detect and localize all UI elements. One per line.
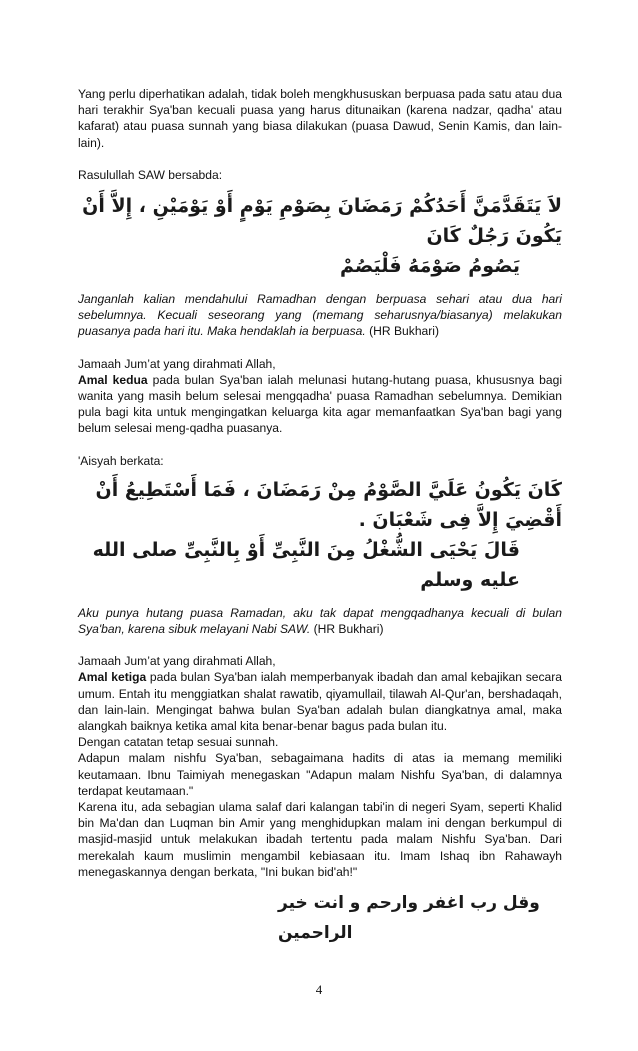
aisyah-intro: 'Aisyah berkata:	[78, 453, 164, 468]
hadith-2-translation	[78, 605, 562, 637]
hadith-1-text: Janganlah kalian mendahului Ramadhan dengan berpuasa sehari atau dua hari sebelumnya. Kecuali seseorang yang (memang seharusnya/biasanya) melakukan puasanya pada hari itu. Maka hendaklah ia berpuasa.	[78, 292, 562, 339]
jamaah-greeting-2: Jamaah Jum’at yang dirahmati Allah,	[78, 654, 276, 669]
arabic-closing-prayer: وقل رب اغفر وارحم و انت خير الراحمين	[278, 893, 540, 944]
arabic-hadith-2-line2: قَالَ يَحْيَى الشُّغْلُ مِنَ النَّبِىِّ أَوْ بِالنَّبِىِّ صلى الله عليه وسلم	[92, 538, 520, 591]
amal-kedua-paragraph	[78, 372, 562, 437]
arabic-hadith-2	[78, 475, 562, 595]
hadith-2-text: Aku punya hutang puasa Ramadan, aku tak dapat mengqadhanya kecuali di bulan Sya'ban, karena sibuk melayani Nabi SAW.	[78, 605, 562, 637]
hadith-1-source: (HR Bukhari)	[365, 324, 440, 339]
hadith-2-source: (HR Bukhari)	[310, 622, 384, 637]
rasul-intro: Rasulullah SAW bersabda:	[78, 167, 223, 182]
arabic-hadith-1	[78, 191, 562, 281]
hadith-1-translation	[78, 291, 562, 340]
arabic-hadith-1-line1: لاَ يَتَقَدَّمَنَّ أَحَدُكُمْ رَمَضَانَ بِصَوْمِ يَوْمٍ أَوْ يَوْمَيْنِ ، إِلاَّ أَنْ يَكُونَ رَجُلٌ كَانَ	[82, 195, 562, 248]
document-page	[78, 86, 562, 948]
amal-ketiga-label: Amal ketiga	[78, 670, 147, 685]
amal-kedua-label: Amal kedua	[78, 372, 148, 387]
page-number: 4	[315, 982, 323, 997]
arabic-hadith-2-line1: كَانَ يَكُونُ عَلَيَّ الصَّوْمُ مِنْ رَمَضَانَ ، فَمَا أَسْتَطِيعُ أَنْ أَقْضِيَ إِلاَّ فِى شَعْبَانَ .	[95, 478, 562, 531]
nishfu-syaban-paragraph: Adapun malam nishfu Sya'ban, sebagaimana hadits di atas ia memang memiliki keutamaan. Ibnu Taimiyah menegaskan "Adapun malam Nishfu Sya'ban, di dalamnya terdapat keutamaan."	[78, 751, 562, 798]
catatan-sunnah: Dengan catatan tetap sesuai sunnah.	[78, 735, 279, 750]
amal-ketiga-paragraph	[78, 669, 562, 734]
amal-kedua-text: pada bulan Sya'ban ialah melunasi hutang-hutang puasa, khususnya bagi wanita yang masih belum selesai mengqadha' puasa Ramadhan sebelumnya. Demikian pula bagi kita untuk mengingatkan keluarga kita agar memanfaatkan Sya'ban bagi yang belum selesai meng-qadha puasanya.	[78, 372, 563, 436]
karena-itu-paragraph: Karena itu, ada sebagian ulama salaf dari kalangan tabi'in di negeri Syam, seperti Khalid bin Ma'dan dan Luqman bin Amir yang menghidupkan malam ini dengan berkumpul di masjid-masjid untuk melakukan ibadah tertentu pada malam Nishfu Sya'ban. Dari merekalah kaum muslimin mengambil kebiasaan itu. Imam Ishaq ibn Rahawayh menegaskannya dengan berkata, "Ini bukan bid'ah!"	[78, 800, 562, 879]
paragraph-puasa-syaban: Yang perlu diperhatikan adalah, tidak boleh mengkhususkan berpuasa pada satu atau dua hari terakhir Sya'ban kecuali puasa yang harus ditunaikan (karena nadzar, qadha' atau kafarat) atau puasa sunnah yang biasa dilakukan (puasa Dawud, Senin Kamis, dan lain-lain).	[78, 87, 562, 150]
arabic-hadith-1-line2: يَصُومُ صَوْمَهُ فَلْيَصُمْ	[339, 255, 520, 278]
jamaah-greeting-1: Jamaah Jum’at yang dirahmati Allah,	[78, 356, 276, 371]
amal-ketiga-text: pada bulan Sya'ban ialah memperbanyak ibadah dan amal kebajikan secara umum. Entah itu menggiatkan shalat rawatib, qiyamullail, tilawah Al-Qur'an, bershadaqah, dan lain-lain. Mengingat bahwa bulan Sya'ban adalah bulan diangkatnya amal, maka alangkah baiknya ketika amal kita benar-benar bagus pada bulan itu.	[78, 670, 563, 734]
